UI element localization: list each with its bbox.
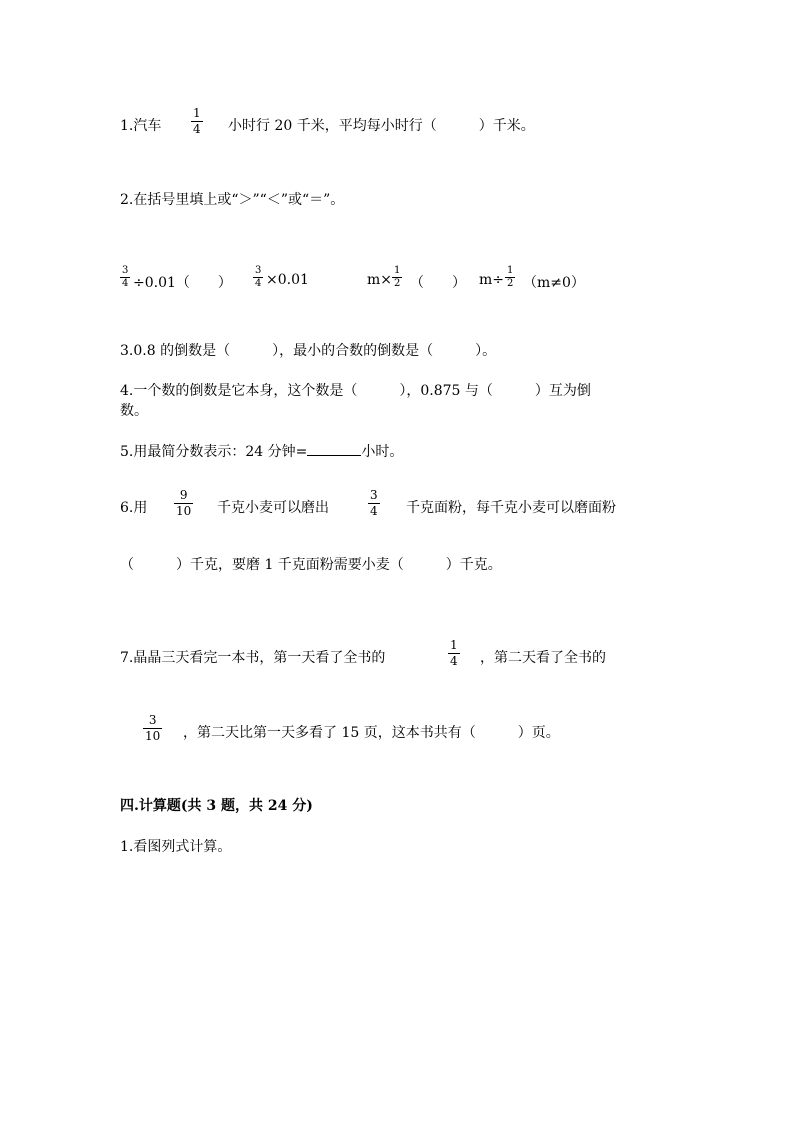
question-2: 2.在括号里填上或“＞”“＜”或“＝”。 — [120, 192, 345, 208]
q7-frac-b-num: 3 — [148, 713, 157, 727]
q6-frac-a-num: 9 — [179, 488, 188, 502]
q2-frac-a — [120, 266, 130, 289]
question-4-line2: 数。 — [120, 403, 148, 419]
q2-expr-a: ÷0.01（ ） — [133, 275, 232, 291]
q7-suffix: ，第二天看了全书的 — [480, 650, 606, 666]
q5-prefix: 5.用最简分数表示：24 分钟= — [120, 444, 308, 460]
q2-frac-c-den: 2 — [394, 278, 401, 289]
q7-line2: ，第二天比第一天多看了 15 页，这本书共有（ ）页。 — [183, 725, 560, 741]
q2-frac-d — [505, 266, 515, 289]
q7-frac-a — [448, 639, 460, 668]
q2-expr-d: m÷ — [479, 272, 505, 288]
q2-expr-c-tail: （ ） — [410, 275, 466, 291]
q2-frac-c-num: 1 — [394, 265, 401, 276]
q5-suffix: 小时。 — [361, 444, 404, 460]
q2-frac-b — [253, 266, 263, 289]
q1-frac-num: 1 — [193, 106, 201, 120]
q1-prefix: 1.汽车 — [120, 118, 162, 134]
q6-suffix: 千克面粉，每千克小麦可以磨面粉 — [406, 500, 616, 516]
q2-expr-d-tail: （m≠0） — [523, 275, 585, 291]
q6-frac-b-num: 3 — [370, 488, 378, 502]
question-5 — [120, 441, 403, 462]
q2-frac-d-num: 1 — [507, 265, 514, 276]
q1-suffix: 小时行 20 千米，平均每小时行（ ）千米。 — [228, 118, 535, 134]
q7-frac-b — [143, 714, 162, 743]
question-3: 3.0.8 的倒数是（ ），最小的合数的倒数是（ ）。 — [120, 343, 497, 359]
q7-frac-a-num: 1 — [450, 638, 458, 652]
q2-expr-c: m× — [367, 272, 393, 288]
q2-frac-b-num: 3 — [255, 265, 262, 276]
q7-frac-b-den: 10 — [145, 729, 161, 743]
q7-prefix: 7.晶晶三天看完一本书，第一天看了全书的 — [120, 650, 386, 666]
q6-frac-a — [174, 489, 193, 518]
q6-prefix: 6.用 — [120, 500, 148, 516]
section-4-title: 四.计算题(共 3 题，共 24 分) — [120, 798, 313, 814]
q2-expr-b: ×0.01 — [266, 272, 309, 288]
q6-middle: 千克小麦可以磨出 — [217, 500, 329, 516]
q6-frac-a-den: 10 — [176, 504, 192, 518]
q1-frac-den: 4 — [193, 122, 201, 136]
q2-frac-d-den: 2 — [507, 278, 514, 289]
q2-frac-a-num: 3 — [122, 265, 129, 276]
section-4-question-1: 1.看图列式计算。 — [120, 839, 232, 855]
q6-frac-b — [368, 489, 380, 518]
question-4-line1: 4.一个数的倒数是它本身，这个数是（ ），0.875 与（ ）互为倒 — [120, 383, 591, 399]
q1-fraction — [191, 107, 203, 136]
q6-frac-b-den: 4 — [370, 504, 378, 518]
q2-frac-c — [392, 266, 402, 289]
q2-frac-a-den: 4 — [122, 278, 129, 289]
q2-frac-b-den: 4 — [255, 278, 262, 289]
q6-line2: （ ）千克，要磨 1 千克面粉需要小麦（ ）千克。 — [120, 557, 502, 573]
q5-answer-blank[interactable] — [307, 441, 361, 456]
q7-frac-a-den: 4 — [450, 654, 458, 668]
